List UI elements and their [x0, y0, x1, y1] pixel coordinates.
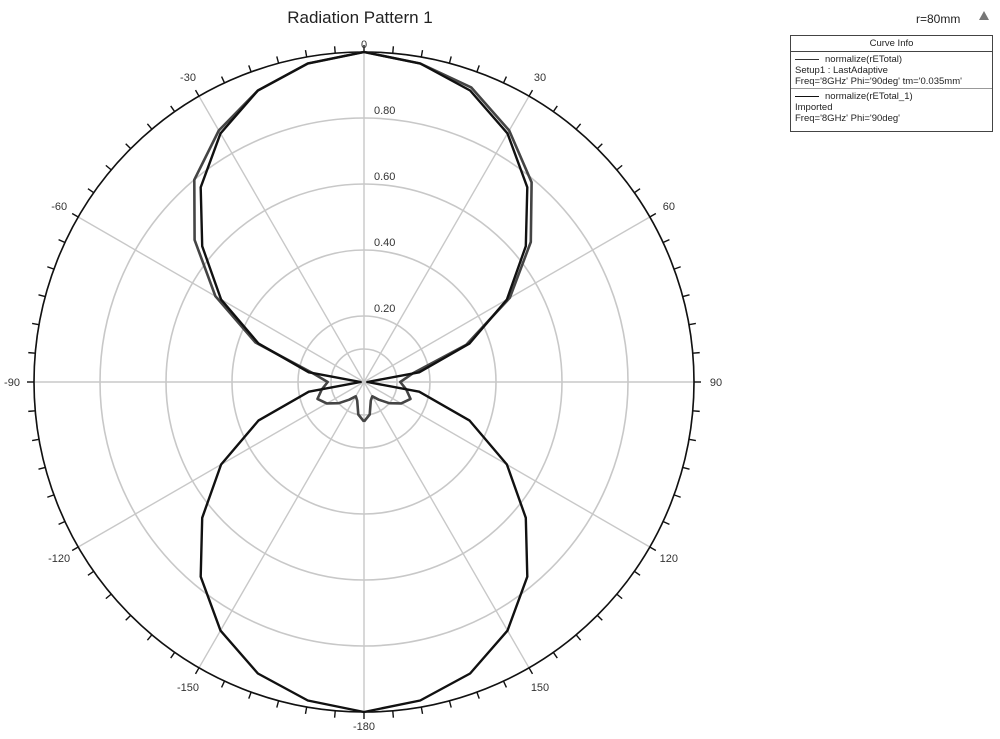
angle-tick-mark: [674, 495, 681, 497]
angle-tick-mark: [59, 521, 65, 524]
angle-tick-label: -90: [4, 377, 20, 389]
angle-tick-mark: [222, 77, 225, 83]
angle-tick-mark: [32, 439, 39, 440]
angle-tick-mark: [650, 547, 656, 551]
legend-entry-1[interactable]: [791, 52, 992, 88]
radial-tick-label: 0.20: [374, 303, 396, 315]
angle-tick-mark: [171, 106, 175, 112]
angle-tick-label: 60: [662, 201, 675, 213]
angle-tick-mark: [222, 681, 225, 687]
angle-tick-label: -60: [51, 201, 68, 213]
angle-tick-mark: [553, 106, 557, 112]
angle-tick-mark: [106, 165, 111, 169]
angle-tick-mark: [28, 411, 35, 412]
angle-tick-mark: [529, 668, 533, 674]
angle-tick-mark: [553, 652, 557, 658]
angle-tick-label: -180: [352, 721, 376, 733]
legend-swatch-1: [795, 59, 819, 60]
angle-tick-mark: [617, 594, 622, 598]
grid-spoke: [199, 382, 364, 668]
angle-tick-mark: [249, 65, 251, 72]
angle-tick-mark: [674, 267, 681, 269]
radial-tick-label: 0.40: [374, 237, 396, 249]
angle-tick-mark: [171, 652, 175, 658]
angle-tick-mark: [126, 144, 131, 149]
angle-tick-mark: [449, 56, 451, 63]
angle-tick-mark: [650, 214, 656, 218]
angle-tick-mark: [88, 571, 94, 575]
legend-header: Curve Info: [791, 36, 992, 52]
angle-tick-mark: [689, 439, 696, 440]
angle-tick-mark: [277, 56, 279, 63]
angle-tick-label: -120: [48, 553, 71, 565]
angle-tick-mark: [421, 707, 422, 714]
angle-tick-mark: [38, 295, 45, 297]
legend[interactable]: [790, 35, 993, 132]
angle-tick-label: -150: [176, 681, 200, 694]
angle-tick-mark: [72, 214, 78, 218]
angle-tick-mark: [449, 701, 451, 708]
angle-tick-mark: [38, 467, 45, 469]
angle-tick-mark: [477, 692, 479, 699]
angle-tick-mark: [126, 615, 131, 620]
angle-tick-mark: [663, 240, 669, 243]
legend-swatch-2: [795, 96, 819, 97]
collapse-triangle-icon[interactable]: [979, 11, 989, 20]
angle-tick-mark: [88, 189, 94, 193]
angle-tick-label: 90: [709, 377, 723, 389]
angle-tick-mark: [693, 411, 700, 412]
radial-tick-label: 0.60: [374, 171, 396, 183]
grid-spoke: [364, 382, 529, 668]
angle-tick-mark: [32, 323, 39, 324]
chart-title: Radiation Pattern 1: [287, 8, 433, 27]
angle-tick-mark: [683, 467, 690, 469]
legend-entry-params: Freq='8GHz' Phi='90deg': [795, 113, 900, 124]
angle-tick-mark: [335, 711, 336, 718]
angle-tick-mark: [305, 50, 306, 57]
legend-entry-params: Freq='8GHz' Phi='90deg' tm='0.035mm': [795, 76, 962, 87]
angle-tick-mark: [597, 615, 602, 620]
tick-label-layer: [4, 39, 722, 733]
angle-tick-mark: [147, 124, 151, 129]
angle-tick-label: 150: [530, 681, 550, 694]
angle-tick-mark: [196, 90, 200, 96]
angle-tick-mark: [47, 267, 54, 269]
angle-tick-mark: [249, 692, 251, 699]
angle-tick-mark: [683, 295, 690, 297]
polar-grid: [27, 45, 701, 719]
angle-tick-mark: [421, 50, 422, 57]
angle-tick-mark: [393, 711, 394, 718]
angle-tick-mark: [59, 240, 65, 243]
angle-tick-mark: [617, 165, 622, 169]
angle-tick-mark: [147, 635, 151, 640]
angle-tick-mark: [196, 668, 200, 674]
legend-entry-name: normalize(rETotal): [825, 54, 903, 65]
angle-tick-mark: [305, 707, 306, 714]
angle-tick-mark: [597, 144, 602, 149]
angle-tick-mark: [47, 495, 54, 497]
angle-tick-mark: [72, 547, 78, 551]
angle-tick-mark: [335, 46, 336, 53]
chart-subtitle: r=80mm: [916, 12, 961, 26]
series-line-1: [194, 52, 531, 422]
angle-tick-mark: [576, 124, 580, 129]
legend-entry-setup: Setup1 : LastAdaptive: [795, 65, 888, 76]
angle-tick-mark: [393, 46, 394, 53]
legend-entry-name: normalize(rETotal_1): [825, 91, 913, 102]
legend-entry-2[interactable]: [791, 88, 992, 125]
angle-tick-label: 0: [360, 39, 368, 51]
angle-tick-mark: [503, 77, 506, 83]
angle-tick-label: 30: [533, 72, 547, 85]
angle-tick-mark: [634, 571, 640, 575]
angle-tick-label: -30: [180, 72, 196, 85]
angle-tick-mark: [529, 90, 533, 96]
angle-tick-mark: [477, 65, 479, 72]
angle-tick-mark: [106, 594, 111, 598]
angle-tick-label: 120: [659, 553, 679, 565]
angle-tick-mark: [693, 353, 700, 354]
radial-tick-label: 0.80: [374, 105, 396, 117]
angle-tick-mark: [689, 323, 696, 324]
angle-tick-mark: [28, 353, 35, 354]
legend-entry-source: Imported: [795, 102, 833, 113]
angle-tick-mark: [663, 521, 669, 524]
angle-tick-mark: [634, 189, 640, 193]
grid-spoke: [199, 96, 364, 382]
angle-tick-mark: [503, 681, 506, 687]
angle-tick-mark: [277, 701, 279, 708]
angle-tick-mark: [576, 635, 580, 640]
